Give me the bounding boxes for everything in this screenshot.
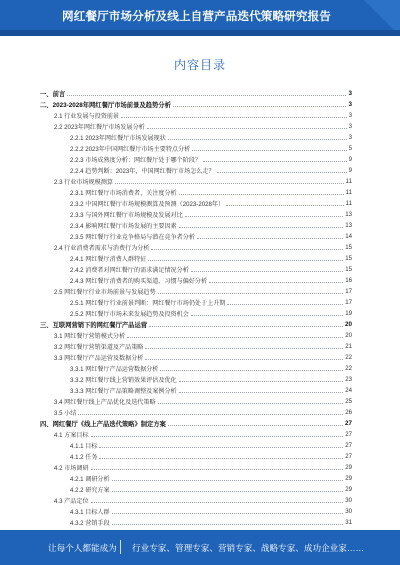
toc-entry-title: 2.4 行业消费者需求与消费行为分析 bbox=[54, 245, 150, 252]
toc-dot-leader bbox=[158, 293, 344, 294]
header-banner bbox=[0, 0, 400, 36]
toc-dot-leader bbox=[112, 480, 344, 481]
toc-entry-title: 2.2.1 2023年网红餐厅市场发展现状 bbox=[70, 135, 166, 142]
toc-entry-title: 3.3.1 网红餐厅产品运营数据分析 bbox=[70, 366, 159, 373]
toc-entry-title: 4.2.2 研究方案 bbox=[70, 487, 110, 494]
toc-entry-page: 17 bbox=[345, 299, 352, 306]
toc-entry[interactable] bbox=[70, 275, 352, 286]
toc-entry-title: 2.2.2 2023年中国网红餐厅市场主要特点分析 bbox=[70, 146, 191, 153]
toc-dot-leader bbox=[179, 381, 344, 382]
toc-entry[interactable] bbox=[70, 506, 352, 517]
toc-dot-leader bbox=[148, 260, 343, 261]
toc-dot-leader bbox=[91, 469, 344, 470]
toc-entry[interactable] bbox=[70, 440, 352, 451]
toc-dot-leader bbox=[203, 161, 347, 162]
toc-dot-leader bbox=[227, 304, 343, 305]
toc-entry-title: 2.4.2 消费者对网红餐厅的需求满足情况分析 bbox=[70, 267, 189, 274]
toc-entry-page: 30 bbox=[345, 508, 352, 515]
toc-dot-leader bbox=[127, 337, 343, 338]
toc-entry-page: 9 bbox=[348, 167, 352, 174]
toc-entry-page: 3 bbox=[348, 112, 352, 119]
toc-dot-leader bbox=[145, 348, 343, 349]
toc-entry-page: 29 bbox=[345, 475, 352, 482]
toc-dot-leader bbox=[173, 106, 347, 107]
toc-dot-leader bbox=[160, 370, 343, 371]
toc-entry-title: 4.3.2 营销手段 bbox=[70, 520, 110, 527]
toc-dot-leader bbox=[168, 139, 347, 140]
toc-dot-leader bbox=[158, 403, 344, 404]
toc-entry-page: 9 bbox=[348, 156, 352, 163]
toc-entry[interactable] bbox=[54, 396, 352, 407]
toc-entry-page: 3 bbox=[348, 123, 352, 130]
toc-dot-leader bbox=[197, 238, 343, 239]
toc-entry-page: 19 bbox=[345, 310, 352, 317]
toc-dot-leader bbox=[191, 271, 343, 272]
toc-entry[interactable] bbox=[54, 352, 352, 363]
toc-dot-leader bbox=[185, 216, 343, 217]
toc-entry-title: 4.1.1 目标 bbox=[70, 443, 98, 450]
toc-entry-page: 16 bbox=[345, 277, 352, 284]
toc-entry-page: 30 bbox=[345, 497, 352, 504]
toc-entry[interactable] bbox=[54, 110, 352, 121]
toc-entry-title: 3.3.3 网红餐厅产品策略调整及案例分析 bbox=[70, 388, 177, 395]
toc-entry-page: 27 bbox=[345, 453, 352, 460]
footer-slogan-right: 行业专家、管理专家、营销专家、战略专家、成功企业家…… bbox=[132, 543, 365, 553]
toc-entry-title: 2.3.1 网红餐厅市场消费者、关注度分析 bbox=[70, 190, 177, 197]
toc-entry-page: 11 bbox=[345, 189, 352, 196]
toc-entry[interactable] bbox=[70, 165, 352, 176]
toc-entry-title: 3.2 网红餐厅营销渠道及产品策略 bbox=[54, 344, 144, 351]
toc-entry-page: 17 bbox=[345, 288, 352, 295]
toc-entry-title: 4.3.1 目标人群 bbox=[70, 509, 110, 516]
toc-dot-leader bbox=[112, 491, 344, 492]
toc-dot-leader bbox=[99, 458, 343, 459]
toc-dot-leader bbox=[179, 392, 344, 393]
toc-entry-page: 25 bbox=[345, 398, 352, 405]
toc-entry-page: 27 bbox=[345, 442, 352, 449]
toc-entry[interactable] bbox=[40, 418, 352, 429]
toc-entry-page: 27 bbox=[344, 420, 352, 427]
toc-entry-page: 15 bbox=[345, 244, 352, 251]
toc-dot-leader bbox=[145, 359, 343, 360]
toc-entry-page: 11 bbox=[345, 200, 352, 207]
toc-entry[interactable] bbox=[70, 484, 352, 495]
toc-entry-page: 3 bbox=[348, 101, 352, 108]
toc-entry-title: 三、互联网营销下的网红餐厅产品运营 bbox=[40, 322, 148, 329]
toc-entry[interactable] bbox=[40, 99, 352, 110]
toc-entry-page: 24 bbox=[345, 387, 352, 394]
toc-entry-page: 23 bbox=[345, 376, 352, 383]
toc-entry[interactable] bbox=[70, 132, 352, 143]
toc-entry[interactable] bbox=[70, 374, 352, 385]
toc-entry-title: 2.5.2 网红餐厅市场未来发展趋势及投资机会 bbox=[70, 311, 189, 318]
toc-entry-page: 22 bbox=[345, 365, 352, 372]
toc-dot-leader bbox=[91, 436, 344, 437]
header-stripe bbox=[0, 30, 400, 36]
toc-dot-leader bbox=[149, 326, 343, 327]
toc-dot-leader bbox=[78, 414, 343, 415]
toc-entry-page: 15 bbox=[345, 266, 352, 273]
toc-dot-leader bbox=[217, 172, 347, 173]
toc-entry[interactable] bbox=[54, 286, 352, 297]
toc-entry[interactable] bbox=[70, 363, 352, 374]
footer-banner bbox=[0, 530, 400, 565]
toc-entry-title: 2.3.5 网红餐厅行业竞争格局与潜在竞争者分析 bbox=[70, 234, 195, 241]
toc-entry[interactable] bbox=[54, 495, 352, 506]
toc-entry[interactable] bbox=[70, 253, 352, 264]
toc-dot-leader bbox=[192, 150, 346, 151]
toc-dot-leader bbox=[112, 513, 344, 514]
toc-entry-page: 5 bbox=[348, 145, 352, 152]
toc-entry-page: 20 bbox=[345, 332, 352, 339]
toc-entry[interactable] bbox=[70, 385, 352, 396]
toc-entry[interactable] bbox=[54, 176, 352, 187]
toc-entry-page: 13 bbox=[345, 211, 352, 218]
toc-entry-title: 2.2.4 趋势判断：2023年，中国网红餐厅市场怎么走？ bbox=[70, 168, 215, 175]
toc-entry[interactable] bbox=[70, 297, 352, 308]
toc-entry-page: 14 bbox=[345, 233, 352, 240]
toc-dot-leader bbox=[179, 194, 344, 195]
toc-dot-leader bbox=[226, 205, 344, 206]
toc-entry[interactable] bbox=[54, 429, 352, 440]
toc-entry-title: 4.2 市场调研 bbox=[54, 465, 89, 472]
toc-entry-page: 31 bbox=[345, 519, 352, 526]
toc-entry-page: 13 bbox=[345, 222, 352, 229]
toc-dot-leader bbox=[147, 128, 347, 129]
toc-entry[interactable] bbox=[54, 330, 352, 341]
toc-entry-title: 3.3.2 网红餐厅线上营销效果评估及优化 bbox=[70, 377, 177, 384]
toc-entry[interactable] bbox=[70, 143, 352, 154]
toc-entry-page: 22 bbox=[345, 354, 352, 361]
toc-entry[interactable] bbox=[70, 187, 352, 198]
report-title: 网红餐厅市场分析及线上自营产品迭代策略研究报告 bbox=[62, 10, 331, 23]
toc-entry-title: 3.3 网红餐厅产品运营及数据分析 bbox=[54, 355, 144, 362]
toc-heading: 内容目录 bbox=[173, 58, 226, 72]
toc-dot-leader bbox=[91, 502, 344, 503]
toc-entry[interactable] bbox=[54, 242, 352, 253]
toc-entry[interactable] bbox=[70, 517, 352, 528]
toc-entry-title: 2.3.4 影响网红餐厅市场发展的主要因素 bbox=[70, 223, 177, 230]
toc-entry-title: 2.5.1 网红餐厅行业前景判断：网红餐厅市场仍处于上升期 bbox=[70, 300, 226, 307]
toc-dot-leader bbox=[121, 117, 347, 118]
toc-entry-title: 4.2.1 调研分析 bbox=[70, 476, 110, 483]
toc-entry[interactable] bbox=[54, 121, 352, 132]
toc-entry-page: 27 bbox=[345, 431, 352, 438]
toc-entry-title: 3.5 小结 bbox=[54, 410, 77, 417]
toc-dot-leader bbox=[112, 524, 344, 525]
toc-entry-page: 26 bbox=[345, 409, 352, 416]
toc-entry-title: 一、前言 bbox=[40, 91, 66, 98]
toc-entry-title: 4.1.2 任务 bbox=[70, 454, 98, 461]
toc-dot-leader bbox=[168, 425, 343, 426]
toc-entry[interactable] bbox=[54, 341, 352, 352]
toc-entry-title: 3.4 网红餐厅线上产品优化及迭代策略 bbox=[54, 399, 156, 406]
toc-entry[interactable] bbox=[70, 451, 352, 462]
toc-entry[interactable] bbox=[54, 407, 352, 418]
toc-entry-title: 2.3 行业市场规模测算 bbox=[54, 179, 113, 186]
toc-entry-title: 2.3.3 与国外网红餐厅市场规模及发展对比 bbox=[70, 212, 183, 219]
toc-entry-title: 4.3 产品定位 bbox=[54, 498, 89, 505]
toc-dot-leader bbox=[99, 447, 343, 448]
toc-entry-page: 11 bbox=[345, 178, 352, 185]
toc-entry-page: 3 bbox=[348, 90, 352, 97]
toc-entry-title: 4.1 方案目标 bbox=[54, 432, 89, 439]
toc-entry-page: 3 bbox=[348, 134, 352, 141]
toc-entry-title: 2.4.1 网红餐厅消费人群特征 bbox=[70, 256, 147, 263]
toc-entry-title: 2.5 网红餐厅行业市场前景与发展趋势 bbox=[54, 289, 156, 296]
toc-entry[interactable] bbox=[54, 462, 352, 473]
footer-slogan-left: 让每个人都能成为 bbox=[48, 543, 117, 553]
toc-entry-title: 2.2 2023年网红餐厅市场发展分析 bbox=[54, 124, 145, 131]
toc-entry[interactable] bbox=[70, 473, 352, 484]
toc-entry-page: 20 bbox=[344, 321, 352, 328]
toc-entry-page: 29 bbox=[345, 464, 352, 471]
toc-entry-title: 3.1 网红餐厅营销模式分析 bbox=[54, 333, 126, 340]
toc-entry-title: 2.4.3 网红餐厅消费者的购买渠道、习惯与偏好分析 bbox=[70, 278, 208, 285]
toc-dot-leader bbox=[115, 183, 344, 184]
footer-divider bbox=[120, 540, 121, 554]
toc-entry[interactable] bbox=[70, 231, 352, 242]
toc-entry-title: 2.2.3 市场成熟度分析：网红餐厅处于哪个阶段？ bbox=[70, 157, 202, 164]
toc-dot-leader bbox=[67, 95, 346, 96]
toc-entry-page: 29 bbox=[345, 486, 352, 493]
toc-entry[interactable] bbox=[70, 209, 352, 220]
toc-entry[interactable] bbox=[70, 220, 352, 231]
toc-entry-title: 2.3.2 中国网红餐厅市场规模测算及预测（2023-2028年） bbox=[70, 201, 225, 208]
toc-entry-title: 2.1 行业发展与投资前景 bbox=[54, 113, 120, 120]
toc-dot-leader bbox=[209, 282, 343, 283]
toc-entry[interactable] bbox=[70, 198, 352, 209]
toc-dot-leader bbox=[151, 249, 343, 250]
toc-entry-title: 二、2023-2028年网红餐厅市场前景及趋势分析 bbox=[40, 102, 171, 109]
toc-entry[interactable] bbox=[70, 308, 352, 319]
toc-entry[interactable] bbox=[40, 319, 352, 330]
toc-entry[interactable] bbox=[70, 154, 352, 165]
toc-dot-leader bbox=[179, 227, 344, 228]
toc-entry[interactable] bbox=[70, 264, 352, 275]
toc-entry[interactable] bbox=[40, 88, 352, 99]
toc-entry-page: 21 bbox=[345, 343, 352, 350]
toc-dot-leader bbox=[191, 315, 343, 316]
toc-entry-title: 四、网红餐厅《线上产品迭代策略》制定方案 bbox=[40, 421, 166, 428]
toc-entry-page: 15 bbox=[345, 255, 352, 262]
